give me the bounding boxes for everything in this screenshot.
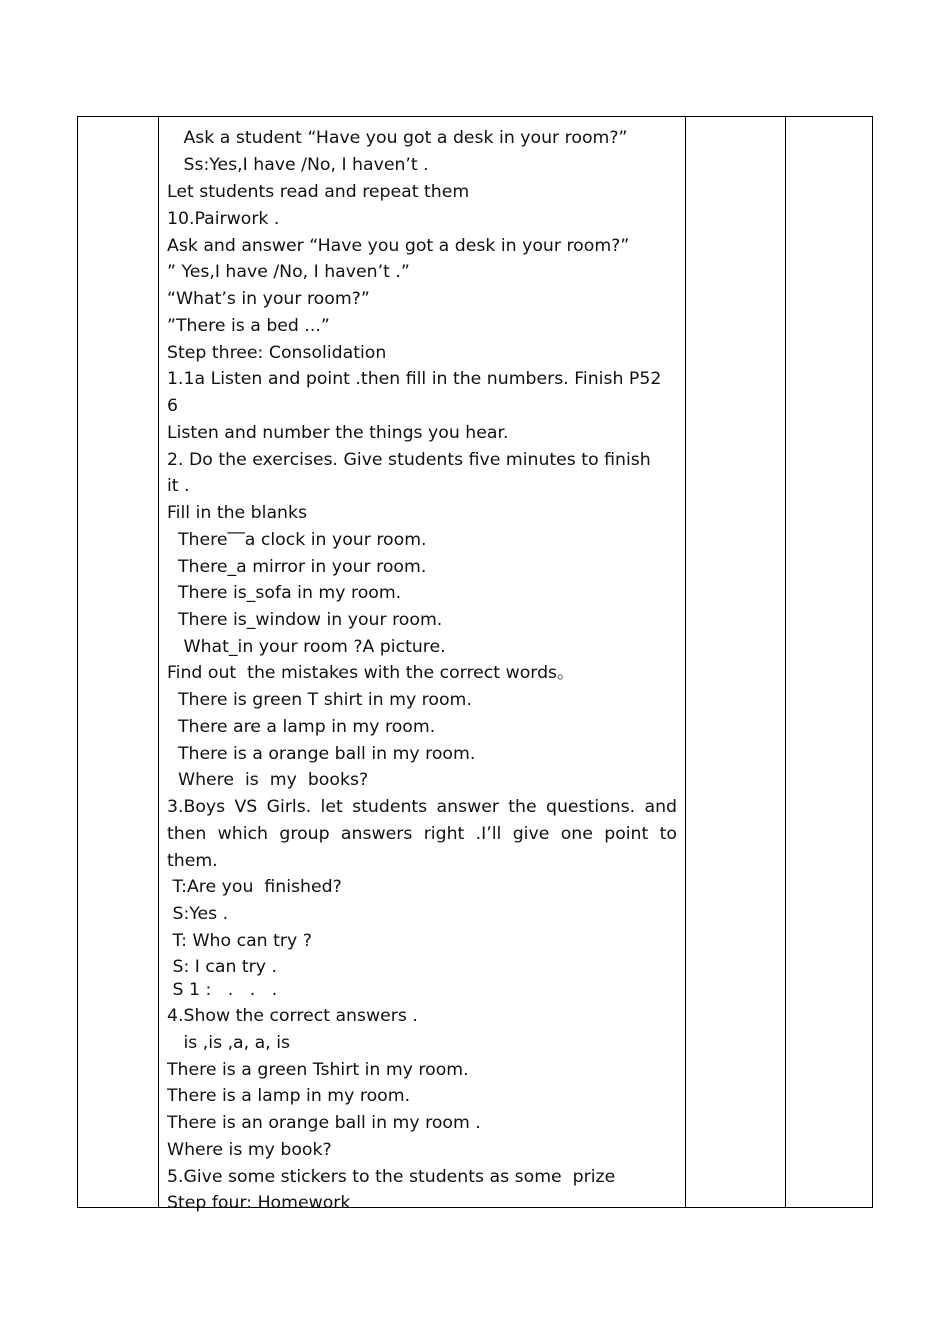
text-line: 3.Boys VS Girls. let students answer the questions. and [167,797,677,817]
dialogue-line: T:Are you finished? [167,877,342,897]
dialogue-line: S: I can try . [167,957,277,977]
column-divider [158,117,159,1207]
text-line: “What’s in your room?” [167,289,370,309]
text-line: Ask a student “Have you got a desk in your room?” [167,128,628,148]
dialogue-line: T: Who can try ? [167,931,312,951]
text-line: 1.1a Listen and point .then fill in the numbers. Finish P52 [167,369,662,389]
text-line: 5.Give some stickers to the students as some prize [167,1167,616,1187]
exercise-item: There is green T shirt in my room. [167,690,472,710]
text-line: Listen and number the things you hear. [167,423,509,443]
text-line: There is an orange ball in my room . [167,1113,481,1133]
exercise-item: There is a orange ball in my room. [167,744,476,764]
text-line: Find out the mistakes with the correct words。 [167,663,575,683]
step-heading: Step four: Homework [167,1193,351,1213]
dialogue-line: S:Yes . [167,904,229,924]
text-line: them. [167,851,218,871]
text-line: There is a lamp in my room. [167,1086,411,1106]
column-divider [785,117,786,1207]
text-line: Ask and answer “Have you got a desk in your room?” [167,236,630,256]
text-line: There is a green Tshirt in my room. [167,1060,469,1080]
column-divider [685,117,686,1207]
text-line: ” Yes,I have /No, I haven’t .” [167,262,410,282]
exercise-item: There is_window in your room. [167,610,443,630]
lesson-plan-table [77,116,873,1213]
text-line: then which group answers right .I’ll give one point to [167,824,677,844]
text-line: 2. Do the exercises. Give students five minutes to finish [167,450,651,470]
text-line: Let students read and repeat them [167,182,470,202]
exercise-item: What_in your room ?A picture. [167,637,446,657]
exercise-item: There‾‾a clock in your room. [167,530,427,550]
exercise-item: There_a mirror in your room. [167,557,427,577]
text-line: Fill in the blanks [167,503,308,523]
text-line: Ss:Yes,I have /No, I haven’t . [167,155,429,175]
text-line: 10.Pairwork . [167,209,280,229]
exercise-item: Where is my books? [167,770,369,790]
dialogue-line: S 1 : . . . [167,980,278,1000]
text-line: ”There is a bed ...” [167,316,330,336]
step-heading: Step three: Consolidation [167,343,387,363]
exercise-item: There are a lamp in my room. [167,717,436,737]
text-line: 4.Show the correct answers . [167,1006,418,1026]
text-line: is ,is ,a, a, is [167,1033,291,1053]
text-line: 6 [167,396,178,416]
text-line: Where is my book? [167,1140,332,1160]
text-line: it . [167,476,190,496]
exercise-item: There is_sofa in my room. [167,583,402,603]
